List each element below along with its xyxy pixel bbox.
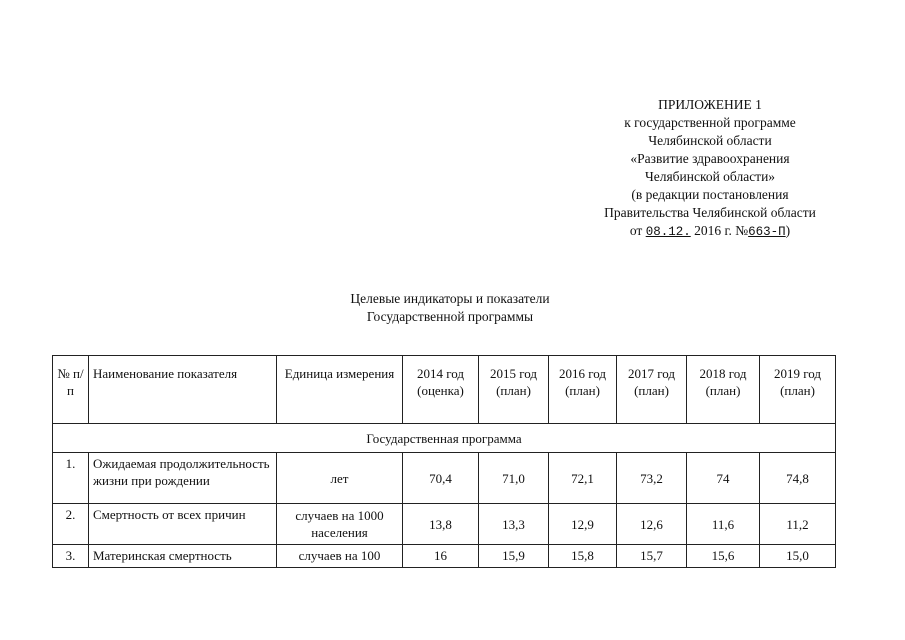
- row-unit: лет: [277, 453, 403, 504]
- value-2015: 13,3: [479, 504, 549, 545]
- value-2019: 11,2: [760, 504, 836, 545]
- value-2019: 15,0: [760, 545, 836, 568]
- header-2017: 2017 год (план): [617, 356, 687, 424]
- appendix-line: к государственной программе: [624, 115, 796, 130]
- row-num: 3.: [53, 545, 89, 568]
- year-suffix: 2016 г. №: [694, 223, 749, 238]
- table-row: [53, 545, 836, 568]
- row-name: Материнская смертность: [89, 545, 277, 568]
- resolution-number: 663-П: [748, 225, 786, 239]
- table-header-row: [53, 356, 836, 424]
- appendix-line: «Развитие здравоохранения: [630, 151, 790, 166]
- close-paren: ): [785, 223, 791, 238]
- value-2015: 15,9: [479, 545, 549, 568]
- resolution-date: 08.12.: [645, 225, 691, 239]
- header-2016: 2016 год (план): [549, 356, 617, 424]
- value-2018: 74: [687, 453, 760, 504]
- value-2014: 70,4: [403, 453, 479, 504]
- value-2018: 15,6: [687, 545, 760, 568]
- header-2014: 2014 год (оценка): [403, 356, 479, 424]
- value-2017: 73,2: [617, 453, 687, 504]
- value-2014: 13,8: [403, 504, 479, 545]
- value-2014: 16: [403, 545, 479, 568]
- value-2016: 72,1: [549, 453, 617, 504]
- header-2015: 2015 год (план): [479, 356, 549, 424]
- value-2017: 15,7: [617, 545, 687, 568]
- row-unit: случаев на 100: [277, 545, 403, 568]
- value-2018: 11,6: [687, 504, 760, 545]
- title-line: Государственной программы: [366, 309, 534, 324]
- value-2019: 74,8: [760, 453, 836, 504]
- row-num: 2.: [53, 504, 89, 545]
- value-2016: 15,8: [549, 545, 617, 568]
- document-title: [250, 290, 650, 326]
- appendix-line: (в редакции постановления: [631, 187, 789, 202]
- row-name: Смертность от всех причин: [89, 504, 277, 545]
- header-name: Наименование показателя: [89, 356, 277, 424]
- value-2016: 12,9: [549, 504, 617, 545]
- value-2015: 71,0: [479, 453, 549, 504]
- row-name: Ожидаемая продолжительность жизни при рождении: [89, 453, 277, 504]
- header-2018: 2018 год (план): [687, 356, 760, 424]
- appendix-line: Правительства Челябинской области: [604, 205, 816, 220]
- appendix-line: Челябинской области»: [644, 169, 776, 184]
- value-2017: 12,6: [617, 504, 687, 545]
- title-line: Целевые индикаторы и показатели: [350, 291, 550, 306]
- appendix-header: [560, 96, 860, 241]
- section-title: Государственная программа: [53, 424, 836, 453]
- indicators-table: [52, 355, 836, 568]
- appendix-date-line: [560, 222, 860, 241]
- date-prefix: от: [629, 223, 643, 238]
- appendix-line: Челябинской области: [648, 133, 772, 148]
- header-2019: 2019 год (план): [760, 356, 836, 424]
- section-row: [53, 424, 836, 453]
- table-row: [53, 453, 836, 504]
- table-row: [53, 504, 836, 545]
- header-num: № п/п: [53, 356, 89, 424]
- row-unit: случаев на 1000 населения: [277, 504, 403, 545]
- appendix-title: ПРИЛОЖЕНИЕ 1: [658, 97, 762, 112]
- header-unit: Единица измерения: [277, 356, 403, 424]
- row-num: 1.: [53, 453, 89, 504]
